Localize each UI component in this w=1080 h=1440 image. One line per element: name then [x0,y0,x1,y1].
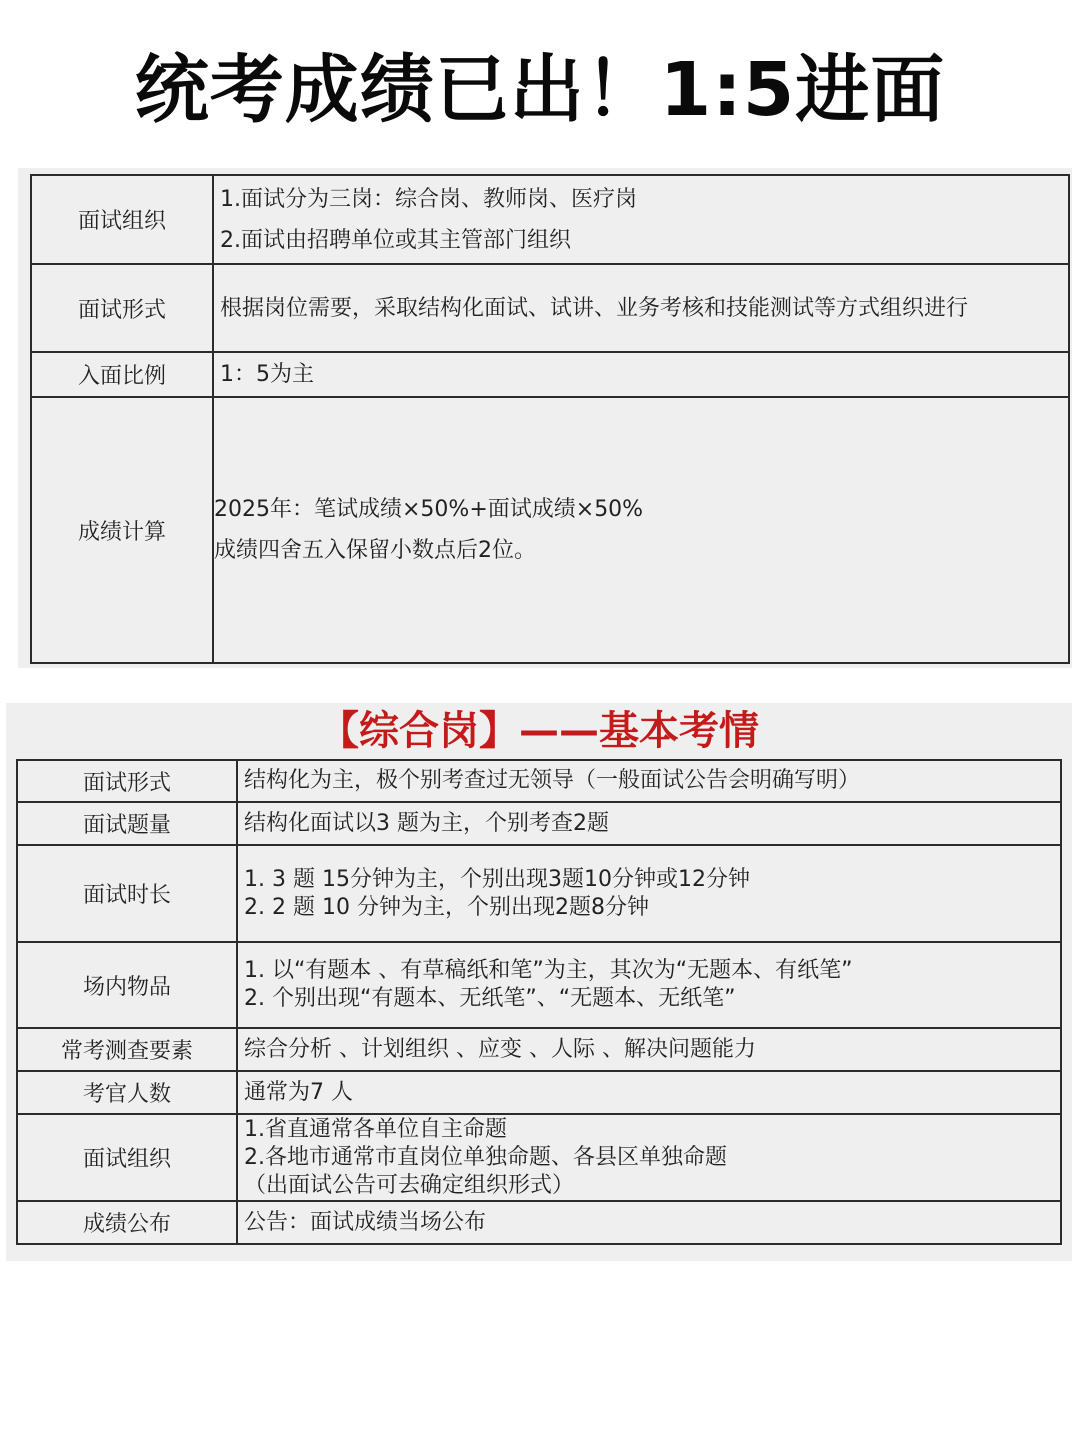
row-label: 面试形式 [17,760,237,802]
value-line: 1. 以“有题本 、有草稿纸和笔”为主，其次为“无题本、有纸笔” [244,958,853,983]
table-row [31,264,1069,352]
table-row [17,1114,1061,1201]
row-value [213,397,1069,663]
row-label: 考官人数 [17,1071,237,1114]
table-row [31,397,1069,663]
value-line: 2.各地市通常市直岗位单独命题、各县区单独命题 [244,1144,727,1170]
row-label: 场内物品 [17,942,237,1028]
row-value [213,264,1069,352]
table-row [17,1071,1061,1114]
table-row [17,802,1061,845]
row-label: 常考测查要素 [17,1028,237,1071]
row-value [237,1071,1061,1114]
overview-table [30,174,1070,664]
value-line: 结构化面试以3 题为主，个别考查2题 [244,810,609,836]
value-line: 2.面试由招聘单位或其主管部门组织 [220,227,571,253]
row-label: 面试组织 [31,175,213,264]
value-line: 2025年：笔试成绩×50%+面试成绩×50% [214,497,644,522]
value-line: 根据岗位需要，采取结构化面试、试讲、业务考核和技能测试等方式组织进行 [220,295,969,321]
row-value [237,1028,1061,1071]
row-label: 成绩计算 [31,397,213,663]
general-post-table [16,759,1062,1245]
value-line: 结构化为主，极个别考查过无领导（一般面试公告会明确写明） [244,768,861,793]
value-line: 综合分析 、计划组织 、应变 、人际 、解决问题能力 [244,1036,756,1062]
table-row [17,845,1061,942]
overview-table-panel [18,168,1072,668]
section-title: 【综合岗】——基本考情 [319,708,759,754]
value-line: 成绩四舍五入保留小数点后2位。 [214,538,536,563]
table-row [17,1201,1061,1244]
row-value [237,760,1061,802]
row-label: 面试形式 [31,264,213,352]
table-row [31,352,1069,397]
row-value [237,802,1061,845]
row-label: 面试组织 [17,1114,237,1201]
row-value [237,942,1061,1028]
row-value [213,352,1069,397]
row-value [237,1201,1061,1244]
table-row [31,175,1069,264]
value-line: 公告：面试成绩当场公布 [244,1209,487,1235]
row-value [213,175,1069,264]
table-row [17,942,1061,1028]
row-label: 面试题量 [17,802,237,845]
row-label: 面试时长 [17,845,237,942]
value-line: 1.面试分为三岗：综合岗、教师岗、医疗岗 [220,186,637,212]
value-line: 1.省直通常各单位自主命题 [244,1116,507,1142]
value-line: （出面试公告可去确定组织形式） [244,1172,575,1198]
row-value [237,1114,1061,1201]
table-row [17,1028,1061,1071]
value-line: 1：5为主 [220,362,314,387]
general-post-panel [6,703,1072,1261]
value-line: 1. 3 题 15分钟为主，个别出现3题10分钟或12分钟 [244,866,750,892]
row-value [237,845,1061,942]
page-title: 统考成绩已出！1:5进面 [134,47,946,133]
value-line: 2. 个别出现“有题本、无纸笔”、“无题本、无纸笔” [244,986,736,1011]
value-line: 通常为7 人 [244,1079,353,1105]
row-label: 成绩公布 [17,1201,237,1244]
table-row [17,760,1061,802]
row-label: 入面比例 [31,352,213,397]
value-line: 2. 2 题 10 分钟为主，个别出现2题8分钟 [244,894,649,920]
